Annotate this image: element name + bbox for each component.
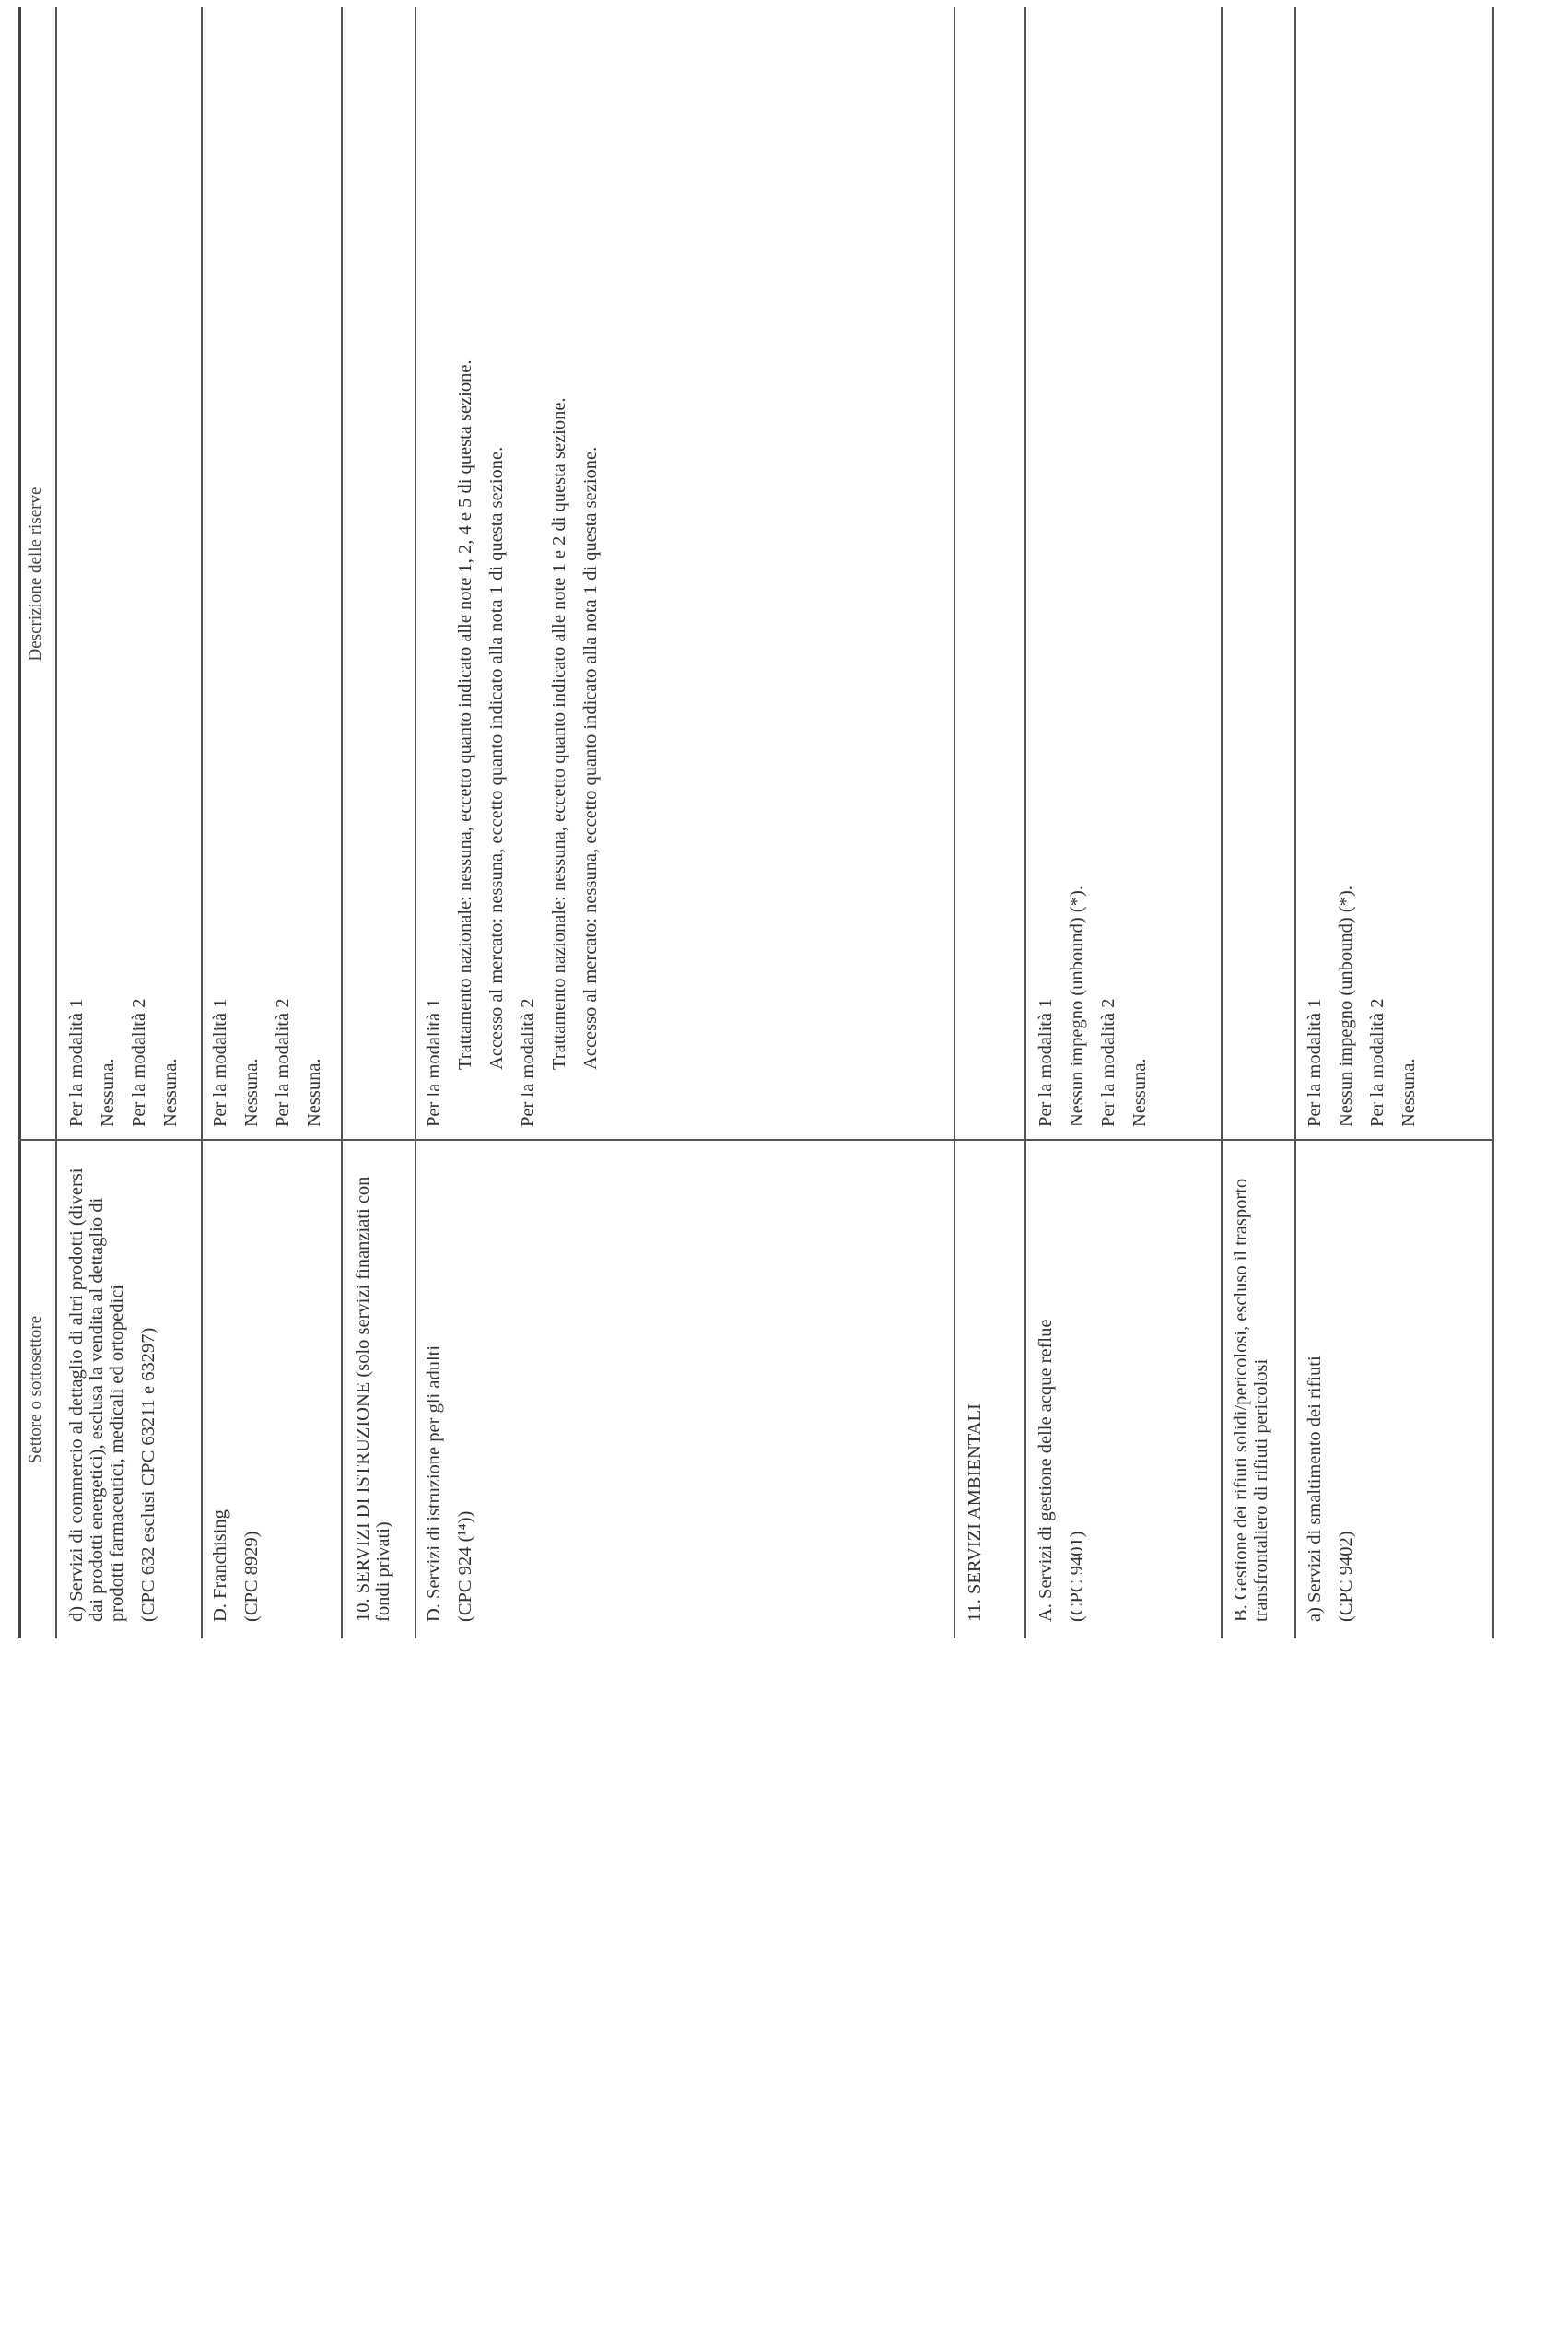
sector-text: (CPC 924 (¹⁴)): [455, 1510, 475, 1622]
description-text: Per la modalità 1: [1036, 998, 1056, 1127]
description-text: Trattamento nazionale: nessuna, eccetto quanto indicato alle note 1, 2, 4 e 5 di questa sezione.: [455, 359, 475, 1070]
description-text: Nessuna.: [160, 1058, 181, 1127]
sector-cell: [424, 1143, 486, 1622]
description-cell: [424, 21, 612, 1127]
sector-text: D. Franchising: [210, 1509, 230, 1622]
description-cell: [66, 21, 192, 1127]
row-rule: [1024, 7, 1026, 1638]
sector-text: 11. SERVIZI AMBIENTALI: [965, 1403, 985, 1622]
sector-cell: [1231, 1143, 1282, 1622]
description-text: Per la modalità 2: [129, 998, 149, 1127]
description-text: Trattamento nazionale: nessuna, eccetto quanto indicato alle note 1 e 2 di questa sezione.: [549, 397, 569, 1070]
description-cell: [1305, 21, 1430, 1127]
row-rule: [415, 7, 416, 1638]
description-text: Accesso al mercato: nessuna, eccetto quanto indicato alla nota 1 di questa sezione.: [486, 446, 507, 1070]
description-text: Nessun impegno (unbound) (*).: [1067, 886, 1087, 1127]
sector-cell: [1305, 1143, 1367, 1622]
row-rule: [201, 7, 203, 1638]
description-text: Accesso al mercato: nessuna, eccetto quanto indicato alla nota 1 di questa sezione.: [580, 446, 601, 1070]
description-text: Per la modalità 1: [66, 998, 87, 1127]
description-text: Nessuna.: [241, 1058, 262, 1127]
sector-text: a) Servizi di smaltimento dei rifiuti: [1305, 1356, 1325, 1622]
description-text: Per la modalità 1: [424, 998, 444, 1127]
sector-cell: [66, 1143, 170, 1622]
description-text: Per la modalità 1: [210, 998, 230, 1127]
sector-text: (CPC 9401): [1067, 1531, 1087, 1622]
sector-cell: [965, 1143, 996, 1622]
sector-cell: [353, 1143, 404, 1622]
description-text: Nessuna.: [304, 1058, 324, 1127]
table-top-rule: [18, 7, 21, 1638]
header-rule: [55, 7, 57, 1638]
column-divider: [18, 1139, 1494, 1141]
header-sector: Settore o sottosettore: [26, 1315, 45, 1464]
sector-text: d) Servizi di commercio al dettaglio di altri prodotti (diversi dai prodotti energetici), esclusa la vendita al dettaglio di prodotti farmaceutici, medicali ed ortopedici: [66, 1168, 127, 1622]
row-rule: [1221, 7, 1223, 1638]
row-rule: [954, 7, 955, 1638]
description-text: Per la modalità 1: [1305, 998, 1325, 1127]
sector-text: (CPC 8929): [241, 1531, 262, 1622]
description-text: Nessuna.: [98, 1058, 118, 1127]
description-text: Nessuna.: [1129, 1058, 1150, 1127]
sector-text: B. Gestione dei rifiuti solidi/pericolosi, escluso il trasporto transfrontaliero di rifiuti pericolosi: [1231, 1178, 1271, 1622]
sector-text: (CPC 632 esclusi CPC 63211 e 63297): [138, 1327, 158, 1622]
row-rule: [341, 7, 343, 1638]
sector-text: (CPC 9402): [1336, 1531, 1356, 1622]
description-text: Per la modalità 2: [1098, 998, 1118, 1127]
description-text: Nessuna.: [1398, 1058, 1419, 1127]
sector-text: 10. SERVIZI DI ISTRUZIONE (solo servizi finanziati con fondi privati): [353, 1176, 393, 1622]
description-text: Nessun impegno (unbound) (*).: [1336, 886, 1356, 1127]
sector-cell: [1036, 1143, 1098, 1622]
description-text: Per la modalità 2: [518, 998, 538, 1127]
row-rule: [1294, 7, 1296, 1638]
description-cell: [1036, 21, 1161, 1127]
description-text: Per la modalità 2: [1367, 998, 1387, 1127]
description-cell: [210, 21, 335, 1127]
row-rule: [1492, 7, 1494, 1638]
sector-cell: [210, 1143, 273, 1622]
reservations-table: [18, 7, 1494, 1638]
description-text: Per la modalità 2: [273, 998, 293, 1127]
sector-text: D. Servizi di istruzione per gli adulti: [424, 1344, 444, 1622]
sector-text: A. Servizi di gestione delle acque reflue: [1036, 1319, 1056, 1622]
header-description: Descrizione delle riserve: [26, 487, 45, 662]
